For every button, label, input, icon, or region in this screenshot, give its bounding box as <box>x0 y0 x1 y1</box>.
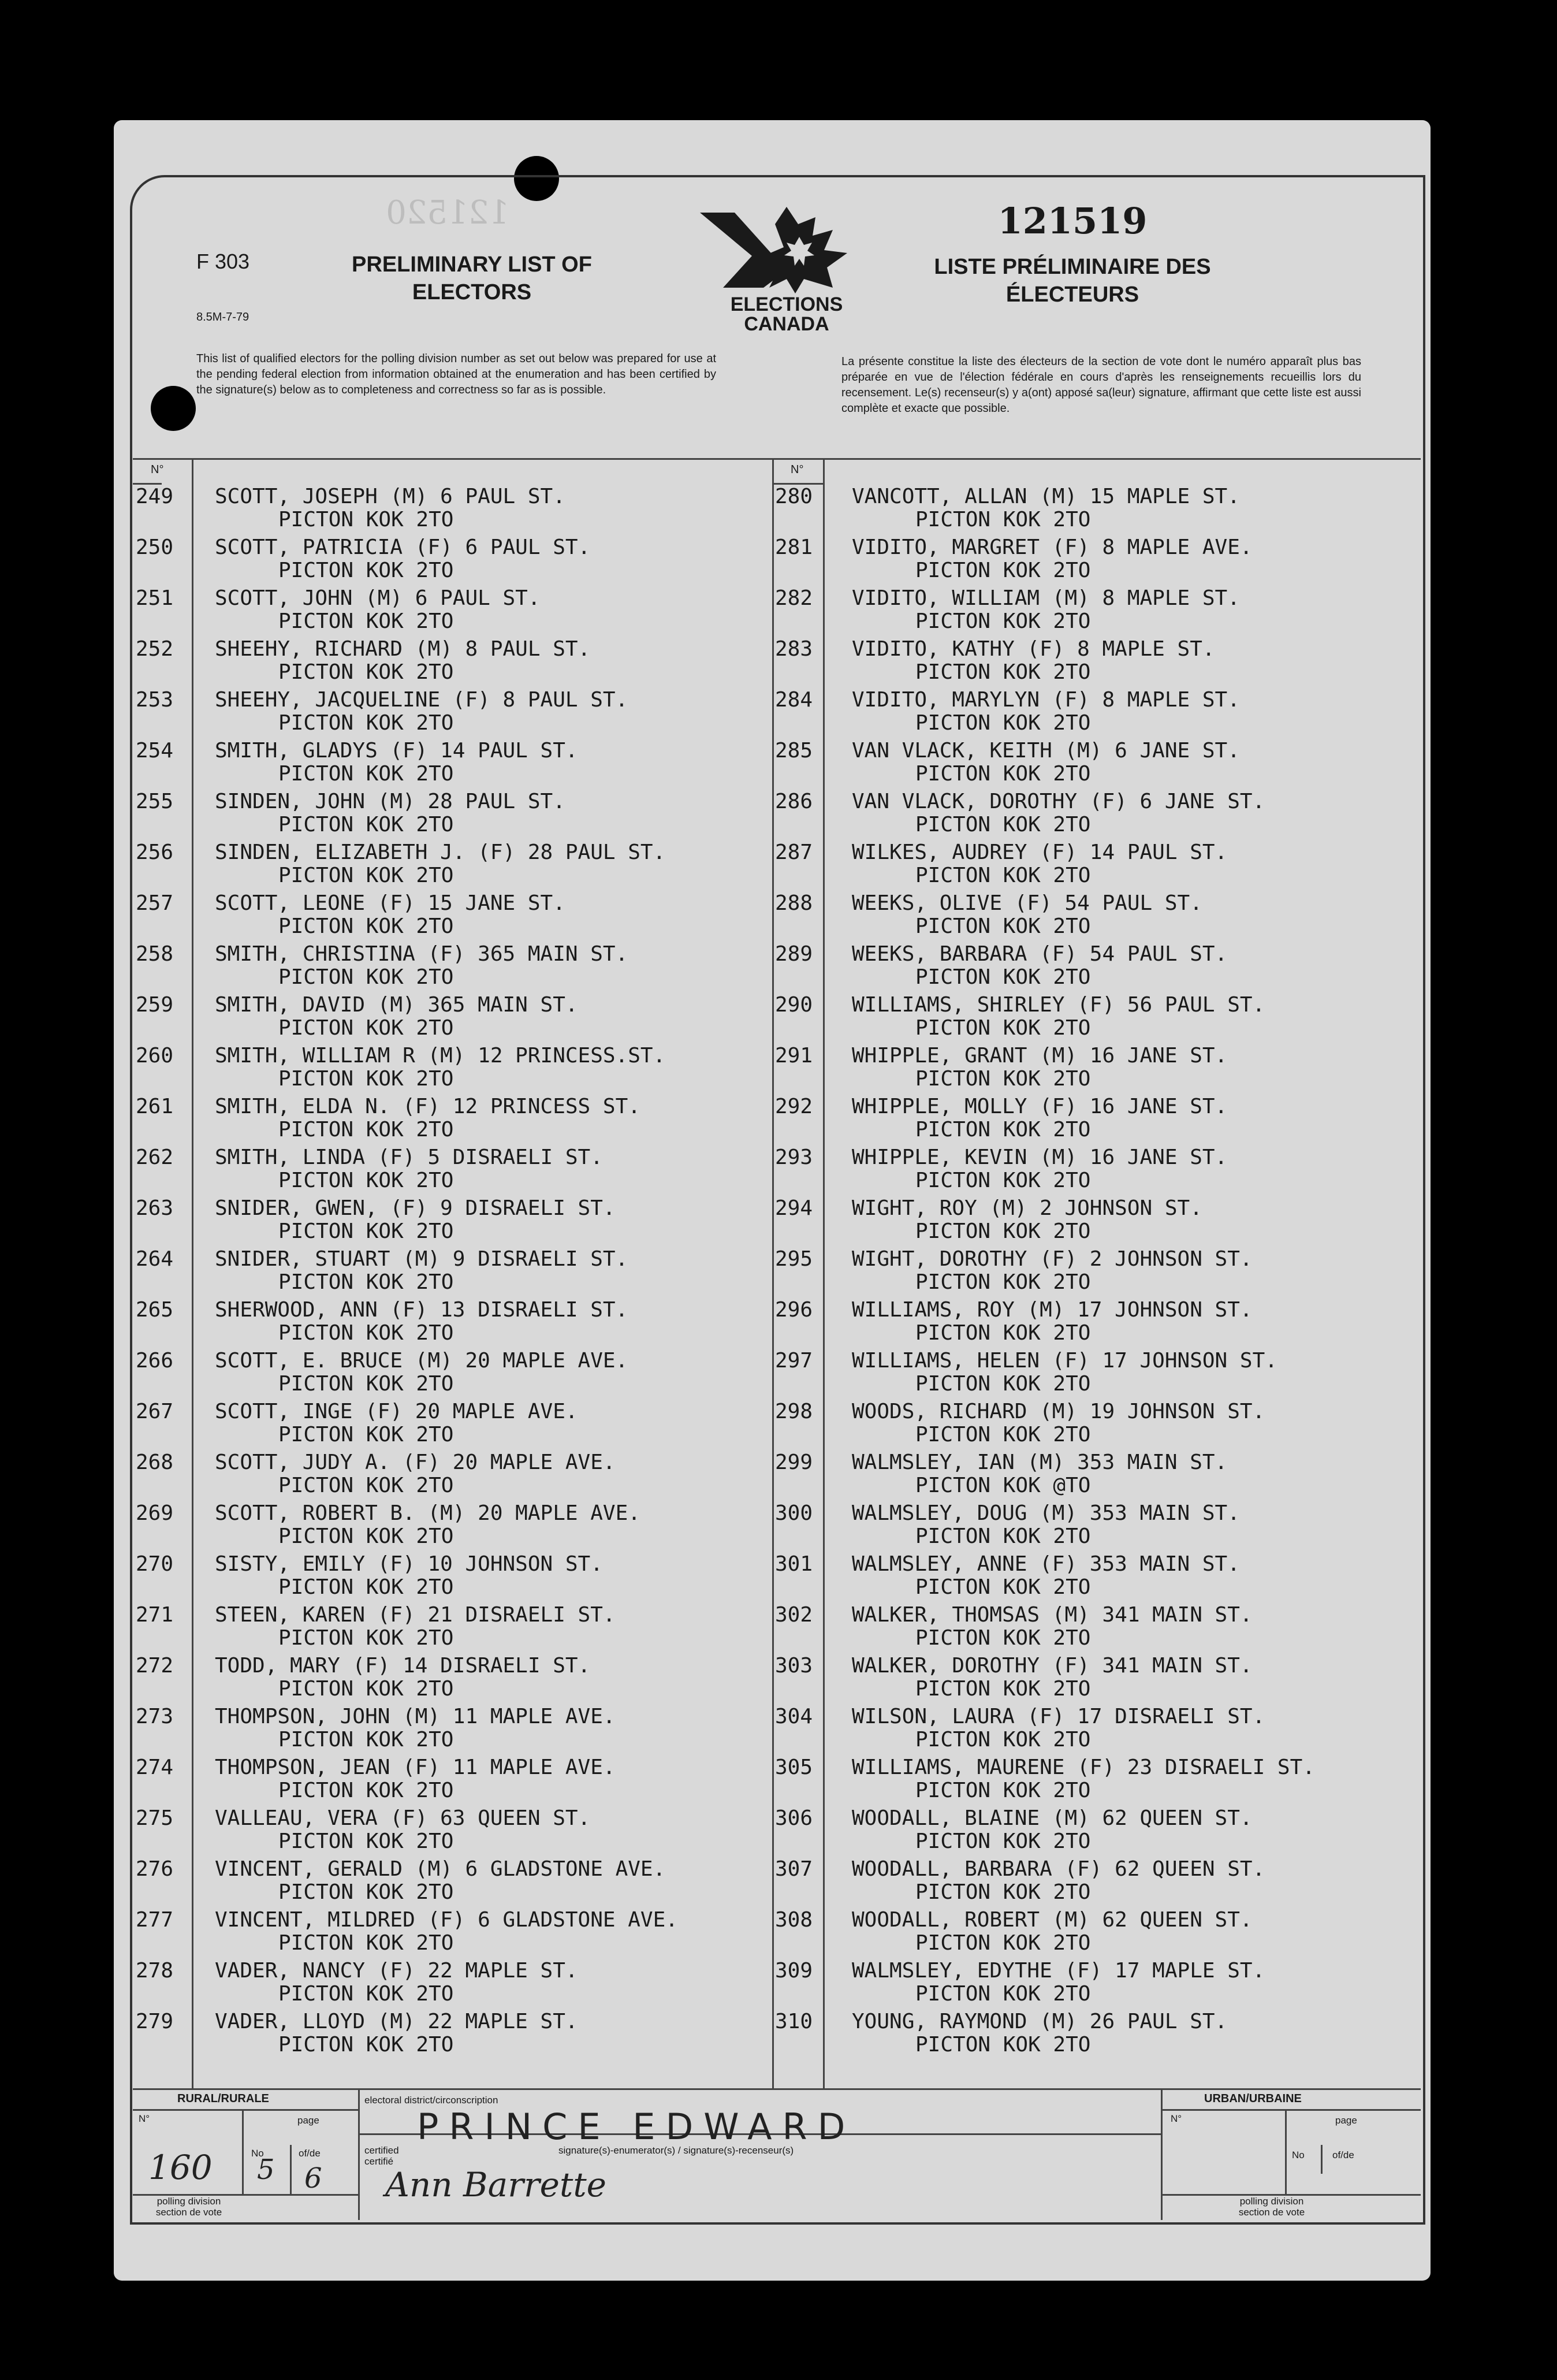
elector-name-address: SCOTT, ROBERT B. (M) 20 MAPLE AVE. <box>215 1501 640 1525</box>
elector-postal-line: PICTON KOK 2TO <box>278 1575 454 1599</box>
page-of: 6 <box>304 2162 322 2195</box>
entry-number: 255 <box>136 790 174 813</box>
elector-postal-line: PICTON KOK 2TO <box>915 1016 1091 1040</box>
form-print-code: 8.5M-7-79 <box>196 311 249 323</box>
elector-name-address: SCOTT, INGE (F) 20 MAPLE AVE. <box>215 1400 578 1423</box>
elector-name-address: SNIDER, STUART (M) 9 DISRAELI ST. <box>215 1247 628 1271</box>
elector-postal-line: PICTON KOK 2TO <box>915 2033 1091 2057</box>
entry-number: 291 <box>775 1044 813 1068</box>
entry-number: 269 <box>136 1501 174 1525</box>
elector-name-address: VALLEAU, VERA (F) 63 QUEEN ST. <box>215 1806 591 1830</box>
elector-postal-line: PICTON KOK 2TO <box>915 1728 1091 1751</box>
elector-name-address: SMITH, CHRISTINA (F) 365 MAIN ST. <box>215 942 628 966</box>
elector-postal-line: PICTON KOK 2TO <box>915 1829 1091 1853</box>
certified-label <box>364 2145 399 2167</box>
elector-postal-line: PICTON KOK @TO <box>915 1474 1091 1497</box>
entry-number: 259 <box>136 993 174 1017</box>
footer-divider <box>1161 2088 1163 2220</box>
maple-leaf-x-icon <box>700 201 873 293</box>
elector-name-address: WALMSLEY, EDYTHE (F) 17 MAPLE ST. <box>852 1959 1265 1983</box>
elector-name-address: WALKER, DOROTHY (F) 341 MAIN ST. <box>852 1654 1253 1678</box>
entry-number: 264 <box>136 1247 174 1271</box>
elections-canada-logo <box>700 201 873 334</box>
elector-name-address: SCOTT, JUDY A. (F) 20 MAPLE AVE. <box>215 1451 616 1474</box>
polling-division-label <box>1220 2196 1324 2218</box>
elector-postal-line: PICTON KOK 2TO <box>278 1423 454 1446</box>
elector-name-address: SISTY, EMILY (F) 10 JOHNSON ST. <box>215 1552 603 1576</box>
elector-name-address: SMITH, ELDA N. (F) 12 PRINCESS ST. <box>215 1095 640 1118</box>
elector-name-address: SINDEN, JOHN (M) 28 PAUL ST. <box>215 790 565 813</box>
elector-postal-line: PICTON KOK 2TO <box>915 813 1091 836</box>
entry-number: 295 <box>775 1247 813 1271</box>
elector-postal-line: PICTON KOK 2TO <box>278 508 454 531</box>
entry-number: 284 <box>775 688 813 712</box>
col-divider <box>192 458 193 2088</box>
form-number: F 303 <box>196 250 250 273</box>
entry-number: 293 <box>775 1146 813 1169</box>
elector-name-address: WOODALL, BARBARA (F) 62 QUEEN ST. <box>852 1857 1265 1881</box>
elector-postal-line: PICTON KOK 2TO <box>915 1880 1091 1904</box>
elector-postal-line: PICTON KOK 2TO <box>278 609 454 633</box>
entry-number: 306 <box>775 1806 813 1830</box>
elector-name-address: VADER, LLOYD (M) 22 MAPLE ST. <box>215 2010 578 2033</box>
elector-postal-line: PICTON KOK 2TO <box>915 711 1091 735</box>
elector-postal-line: PICTON KOK 2TO <box>278 559 454 582</box>
elector-postal-line: PICTON KOK 2TO <box>915 1931 1091 1955</box>
entry-number: 272 <box>136 1654 174 1678</box>
elector-name-address: SCOTT, JOSEPH (M) 6 PAUL ST. <box>215 485 565 508</box>
elector-name-address: WEEKS, BARBARA (F) 54 PAUL ST. <box>852 942 1228 966</box>
elector-postal-line: PICTON KOK 2TO <box>915 914 1091 938</box>
entry-number: 277 <box>136 1908 174 1932</box>
elector-postal-line: PICTON KOK 2TO <box>278 1982 454 2006</box>
entry-number: 289 <box>775 942 813 966</box>
page-label: page <box>297 2115 319 2126</box>
page-number: 5 <box>257 2154 275 2186</box>
entry-number: 287 <box>775 841 813 864</box>
elector-postal-line: PICTON KOK 2TO <box>278 1372 454 1396</box>
elector-postal-line: PICTON KOK 2TO <box>278 1474 454 1497</box>
entry-number: 305 <box>775 1756 813 1779</box>
col-divider <box>823 458 825 2088</box>
elector-name-address: WILKES, AUDREY (F) 14 PAUL ST. <box>852 841 1228 864</box>
entry-number: 301 <box>775 1552 813 1576</box>
entry-number: 286 <box>775 790 813 813</box>
elector-name-address: VINCENT, GERALD (M) 6 GLADSTONE AVE. <box>215 1857 666 1881</box>
elector-name-address: SHERWOOD, ANN (F) 13 DISRAELI ST. <box>215 1298 628 1322</box>
signature-label: signature(s)-enumerator(s) / signature(s)-recenseur(s) <box>558 2145 794 2156</box>
polling-label-en: polling division <box>157 2196 221 2207</box>
entry-number: 307 <box>775 1857 813 1881</box>
page-label: page <box>1335 2115 1357 2126</box>
elector-name-address: SINDEN, ELIZABETH J. (F) 28 PAUL ST. <box>215 841 666 864</box>
entry-number: 275 <box>136 1806 174 1830</box>
entry-number: 276 <box>136 1857 174 1881</box>
entry-number: 256 <box>136 841 174 864</box>
elector-name-address: WHIPPLE, KEVIN (M) 16 JANE ST. <box>852 1146 1228 1169</box>
serial-number: 121519 <box>997 200 1148 242</box>
entry-number: 300 <box>775 1501 813 1525</box>
elector-postal-line: PICTON KOK 2TO <box>278 711 454 735</box>
elector-name-address: WILSON, LAURA (F) 17 DISRAELI ST. <box>852 1705 1265 1728</box>
rural-label: RURAL/RURALE <box>177 2092 269 2105</box>
elector-postal-line: PICTON KOK 2TO <box>278 1677 454 1701</box>
urban-label: URBAN/URBAINE <box>1204 2092 1302 2105</box>
elector-postal-line: PICTON KOK 2TO <box>915 1067 1091 1091</box>
elector-name-address: SCOTT, PATRICIA (F) 6 PAUL ST. <box>215 536 591 559</box>
intro-text-french: La présente constitue la liste des électeurs de la section de vote dont le numéro apparaît plus bas préparée en vue de l'élection fédérale en cours d'après les renseignements recueillis lors du recensement. Le(s) recenseur(s) y a(ont) apposé sa(leur) signature, affirmant que cette liste est aussi complète et exacte que possible. <box>841 355 1361 415</box>
table-top-rule <box>133 458 1421 460</box>
footer-divider <box>290 2145 292 2194</box>
entry-number: 285 <box>775 739 813 763</box>
entry-number: 252 <box>136 637 174 661</box>
elector-postal-line: PICTON KOK 2TO <box>915 1169 1091 1192</box>
district-label: electoral district/circonscription <box>364 2095 498 2106</box>
entry-number: 266 <box>136 1349 174 1373</box>
col-divider <box>772 458 774 2088</box>
elector-name-address: STEEN, KAREN (F) 21 DISRAELI ST. <box>215 1603 616 1627</box>
footer-rule <box>133 2109 358 2111</box>
col-header-no: N° <box>151 463 164 476</box>
polling-label-fr: section de vote <box>155 2207 222 2218</box>
elector-postal-line: PICTON KOK 2TO <box>915 1575 1091 1599</box>
elector-name-address: WILLIAMS, MAURENE (F) 23 DISRAELI ST. <box>852 1756 1315 1779</box>
entry-number: 251 <box>136 586 174 610</box>
entry-number: 270 <box>136 1552 174 1576</box>
elector-postal-line: PICTON KOK 2TO <box>278 864 454 887</box>
elector-postal-line: PICTON KOK 2TO <box>278 1931 454 1955</box>
entry-number: 290 <box>775 993 813 1017</box>
elector-postal-line: PICTON KOK 2TO <box>915 1982 1091 2006</box>
footer-divider <box>358 2088 360 2220</box>
title-french-line-2: ÉLECTEURS <box>1005 282 1139 307</box>
elector-name-address: WIGHT, DOROTHY (F) 2 JOHNSON ST. <box>852 1247 1253 1271</box>
elector-postal-line: PICTON KOK 2TO <box>915 965 1091 989</box>
footer-top-rule <box>133 2088 1421 2090</box>
elector-name-address: YOUNG, RAYMOND (M) 26 PAUL ST. <box>852 2010 1228 2033</box>
entry-number: 263 <box>136 1196 174 1220</box>
title-french-line-1: LISTE PRÉLIMINAIRE DES <box>934 255 1211 279</box>
elector-postal-line: PICTON KOK 2TO <box>915 1118 1091 1141</box>
elector-name-address: SCOTT, LEONE (F) 15 JANE ST. <box>215 891 565 915</box>
entry-number: 268 <box>136 1451 174 1474</box>
elector-name-address: SHEEHY, JACQUELINE (F) 8 PAUL ST. <box>215 688 628 712</box>
of-label: of/de <box>299 2148 321 2159</box>
elector-postal-line: PICTON KOK 2TO <box>278 1626 454 1650</box>
elector-postal-line: PICTON KOK 2TO <box>278 813 454 836</box>
elector-postal-line: PICTON KOK 2TO <box>278 1118 454 1141</box>
certified-label-fr: certifié <box>364 2156 394 2167</box>
elector-name-address: THOMPSON, JEAN (F) 11 MAPLE AVE. <box>215 1756 616 1779</box>
elector-name-address: WHIPPLE, GRANT (M) 16 JANE ST. <box>852 1044 1228 1068</box>
entry-number: 279 <box>136 2010 174 2033</box>
elector-postal-line: PICTON KOK 2TO <box>915 762 1091 786</box>
entry-number: 265 <box>136 1298 174 1322</box>
elector-name-address: SNIDER, GWEN, (F) 9 DISRAELI ST. <box>215 1196 616 1220</box>
elector-postal-line: PICTON KOK 2TO <box>278 1321 454 1345</box>
elector-name-address: VIDITO, KATHY (F) 8 MAPLE ST. <box>852 637 1215 661</box>
footer-divider <box>242 2109 244 2194</box>
no-label: N° <box>1171 2113 1182 2124</box>
elector-name-address: SMITH, WILLIAM R (M) 12 PRINCESS.ST. <box>215 1044 666 1068</box>
title-english-line-2: ELECTORS <box>412 280 532 304</box>
entry-number: 303 <box>775 1654 813 1678</box>
entry-number: 299 <box>775 1451 813 1474</box>
entry-number: 283 <box>775 637 813 661</box>
elector-name-address: SMITH, GLADYS (F) 14 PAUL ST. <box>215 739 578 763</box>
elector-postal-line: PICTON KOK 2TO <box>278 762 454 786</box>
elector-name-address: SMITH, DAVID (M) 365 MAIN ST. <box>215 993 578 1017</box>
elector-name-address: WILLIAMS, HELEN (F) 17 JOHNSON ST. <box>852 1349 1277 1373</box>
logo-text-line-1: ELECTIONS <box>730 293 843 315</box>
elector-name-address: WOODS, RICHARD (M) 19 JOHNSON ST. <box>852 1400 1265 1423</box>
entry-number: 304 <box>775 1705 813 1728</box>
no-small-label: No <box>1292 2150 1305 2160</box>
elector-postal-line: PICTON KOK 2TO <box>278 1270 454 1294</box>
elector-postal-line: PICTON KOK 2TO <box>915 1626 1091 1650</box>
elector-name-address: VINCENT, MILDRED (F) 6 GLADSTONE AVE. <box>215 1908 678 1932</box>
entry-number: 310 <box>775 2010 813 2033</box>
footer-rule <box>1161 2109 1421 2111</box>
elector-postal-line: PICTON KOK 2TO <box>915 660 1091 684</box>
elector-postal-line: PICTON KOK 2TO <box>278 1779 454 1802</box>
polling-label-fr: section de vote <box>1238 2207 1305 2218</box>
entry-number: 257 <box>136 891 174 915</box>
elector-postal-line: PICTON KOK 2TO <box>278 1829 454 1853</box>
col-header-no: N° <box>791 463 804 476</box>
elector-postal-line: PICTON KOK 2TO <box>915 1321 1091 1345</box>
elector-postal-line: PICTON KOK 2TO <box>278 2033 454 2057</box>
elector-postal-line: PICTON KOK 2TO <box>915 1423 1091 1446</box>
elector-name-address: SHEEHY, RICHARD (M) 8 PAUL ST. <box>215 637 591 661</box>
entry-number: 297 <box>775 1349 813 1373</box>
elector-postal-line: PICTON KOK 2TO <box>915 609 1091 633</box>
entry-number: 281 <box>775 536 813 559</box>
entry-number: 278 <box>136 1959 174 1983</box>
elector-name-address: VADER, NANCY (F) 22 MAPLE ST. <box>215 1959 578 1983</box>
elector-postal-line: PICTON KOK 2TO <box>915 1270 1091 1294</box>
elector-postal-line: PICTON KOK 2TO <box>278 1016 454 1040</box>
elector-name-address: SCOTT, E. BRUCE (M) 20 MAPLE AVE. <box>215 1349 628 1373</box>
certified-label-en: certified <box>364 2145 399 2156</box>
elector-name-address: WHIPPLE, MOLLY (F) 16 JANE ST. <box>852 1095 1228 1118</box>
district-value: PRINCE EDWARD <box>417 2106 856 2148</box>
polling-division-number: 160 <box>148 2148 213 2187</box>
elector-postal-line: PICTON KOK 2TO <box>915 1219 1091 1243</box>
entry-number: 260 <box>136 1044 174 1068</box>
elector-name-address: WEEKS, OLIVE (F) 54 PAUL ST. <box>852 891 1202 915</box>
elector-name-address: VAN VLACK, DOROTHY (F) 6 JANE ST. <box>852 790 1265 813</box>
elector-postal-line: PICTON KOK 2TO <box>915 559 1091 582</box>
entry-number: 271 <box>136 1603 174 1627</box>
form-sheet <box>114 120 1431 2281</box>
footer-divider <box>1321 2145 1323 2174</box>
elector-name-address: VIDITO, WILLIAM (M) 8 MAPLE ST. <box>852 586 1240 610</box>
elector-postal-line: PICTON KOK 2TO <box>278 660 454 684</box>
elector-postal-line: PICTON KOK 2TO <box>278 914 454 938</box>
elector-name-address: WILLIAMS, ROY (M) 17 JOHNSON ST. <box>852 1298 1253 1322</box>
entry-number: 309 <box>775 1959 813 1983</box>
entry-number: 282 <box>775 586 813 610</box>
polling-division-label <box>137 2196 241 2218</box>
elector-postal-line: PICTON KOK 2TO <box>915 864 1091 887</box>
elector-postal-line: PICTON KOK 2TO <box>278 1219 454 1243</box>
entry-number: 288 <box>775 891 813 915</box>
entry-number: 249 <box>136 485 174 508</box>
elector-postal-line: PICTON KOK 2TO <box>278 1880 454 1904</box>
entry-number: 302 <box>775 1603 813 1627</box>
elector-name-address: WIGHT, ROY (M) 2 JOHNSON ST. <box>852 1196 1202 1220</box>
title-english-line-1: PRELIMINARY LIST OF <box>352 252 592 277</box>
no-small-label: No <box>251 2148 264 2159</box>
title-english <box>333 251 610 306</box>
entry-number: 253 <box>136 688 174 712</box>
serial-number-ghost: 121520 <box>386 194 509 232</box>
elector-postal-line: PICTON KOK 2TO <box>278 1169 454 1192</box>
entry-number: 267 <box>136 1400 174 1423</box>
elector-postal-line: PICTON KOK 2TO <box>278 1728 454 1751</box>
elector-postal-line: PICTON KOK 2TO <box>278 1524 454 1548</box>
elector-name-address: VIDITO, MARGRET (F) 8 MAPLE AVE. <box>852 536 1253 559</box>
title-french <box>911 253 1234 308</box>
elector-name-address: VANCOTT, ALLAN (M) 15 MAPLE ST. <box>852 485 1240 508</box>
entry-number: 254 <box>136 739 174 763</box>
entry-number: 250 <box>136 536 174 559</box>
intro-text-english: This list of qualified electors for the polling division number as set out below was prepared for use at the pending federal election from information obtained at the enumeration and has been certified by the signature(s) below as to completeness and correctness so far as is possible. <box>196 352 716 396</box>
elector-name-address: WALMSLEY, DOUG (M) 353 MAIN ST. <box>852 1501 1240 1525</box>
elector-name-address: WOODALL, BLAINE (M) 62 QUEEN ST. <box>852 1806 1253 1830</box>
polling-label-en: polling division <box>1239 2196 1304 2207</box>
elector-name-address: WALMSLEY, ANNE (F) 353 MAIN ST. <box>852 1552 1240 1576</box>
entry-number: 273 <box>136 1705 174 1728</box>
entry-number: 262 <box>136 1146 174 1169</box>
elector-postal-line: PICTON KOK 2TO <box>915 1779 1091 1802</box>
elector-name-address: WILLIAMS, SHIRLEY (F) 56 PAUL ST. <box>852 993 1265 1017</box>
elector-name-address: WOODALL, ROBERT (M) 62 QUEEN ST. <box>852 1908 1253 1932</box>
entry-number: 294 <box>775 1196 813 1220</box>
elector-postal-line: PICTON KOK 2TO <box>278 1067 454 1091</box>
entry-number: 274 <box>136 1756 174 1779</box>
elector-name-address: SCOTT, JOHN (M) 6 PAUL ST. <box>215 586 541 610</box>
elector-postal-line: PICTON KOK 2TO <box>915 508 1091 531</box>
elector-name-address: THOMPSON, JOHN (M) 11 MAPLE AVE. <box>215 1705 616 1728</box>
elector-postal-line: PICTON KOK 2TO <box>278 965 454 989</box>
elector-postal-line: PICTON KOK 2TO <box>915 1372 1091 1396</box>
entry-number: 258 <box>136 942 174 966</box>
footer-divider <box>1285 2109 1287 2194</box>
entry-number: 261 <box>136 1095 174 1118</box>
entry-number: 280 <box>775 485 813 508</box>
no-label: N° <box>139 2113 150 2124</box>
logo-text-line-2: CANADA <box>744 313 829 335</box>
elector-name-address: VAN VLACK, KEITH (M) 6 JANE ST. <box>852 739 1240 763</box>
entry-number: 308 <box>775 1908 813 1932</box>
elector-name-address: TODD, MARY (F) 14 DISRAELI ST. <box>215 1654 591 1678</box>
elector-postal-line: PICTON KOK 2TO <box>915 1524 1091 1548</box>
entry-number: 292 <box>775 1095 813 1118</box>
enumerator-signature: Ann Barrette <box>385 2165 606 2204</box>
elector-name-address: WALMSLEY, IAN (M) 353 MAIN ST. <box>852 1451 1228 1474</box>
entry-number: 296 <box>775 1298 813 1322</box>
elector-postal-line: PICTON KOK 2TO <box>915 1677 1091 1701</box>
elector-name-address: VIDITO, MARYLYN (F) 8 MAPLE ST. <box>852 688 1240 712</box>
elector-name-address: SMITH, LINDA (F) 5 DISRAELI ST. <box>215 1146 603 1169</box>
entry-number: 298 <box>775 1400 813 1423</box>
elector-name-address: WALKER, THOMSAS (M) 341 MAIN ST. <box>852 1603 1253 1627</box>
of-label: of/de <box>1332 2150 1354 2160</box>
